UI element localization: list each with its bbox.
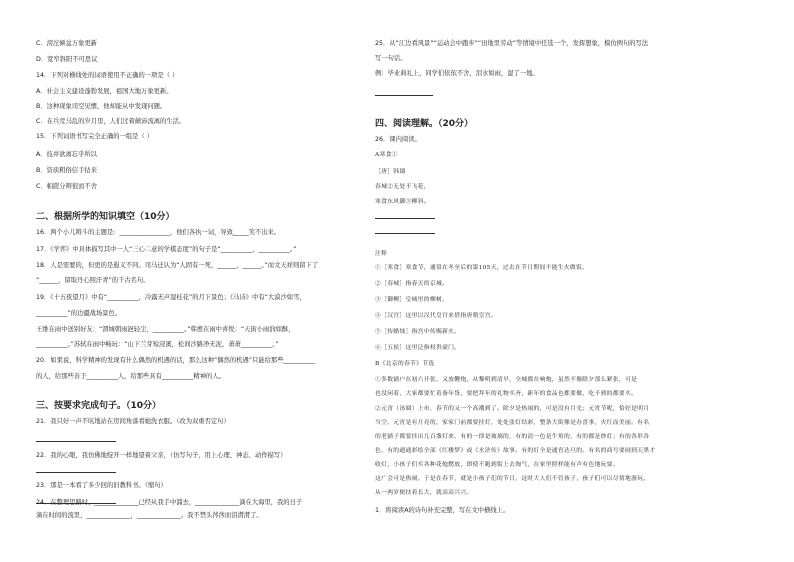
question-25-example: 例：毕业典礼上，同学们依依不舍，泪水如雨，湿了一地。	[375, 70, 539, 77]
q14-option-a: A．社会主义建设蓬勃发展，祖国大地万象更新。	[36, 88, 173, 95]
note-3: ③［御柳］皇城里的柳树。	[375, 297, 449, 303]
section-2-heading: 二、根据所学的知识填空（10分）	[36, 212, 175, 222]
question-24-line-1: 24．在整理思路时，______________已经从我手中溜去，______________滴在大海里，我的日子	[36, 499, 303, 506]
passage-b-p3-line-1: 这广会可是热闹。于是在春节，就是小孩子们的节日，这时大人们不管孩子，孩子们可以尽情地游玩、	[375, 476, 650, 482]
question-19-line-3: 王维在雨中送别好友：“渭城朝雨浥轻尘，__________。”韩愈在雨中喜悦：“天街小雨润如酥，	[36, 326, 295, 333]
question-14: 14．下列对横线处的词语使用不正确的一项是（ ）	[36, 72, 179, 79]
question-20-line-2: 的人，给那些善于__________人，给那些具有__________精神的人。	[36, 373, 225, 380]
question-22: 22．我的心眼，我仿佛地绽开一样地望着父亲，（仿写句子，用上心理、神态、动作描写）	[36, 452, 287, 459]
question-24-line-2: 滴在时间的流里，______________，______________。我不禁头涔涔而泪潸潸了。	[36, 512, 263, 519]
poem-a-line-2: 寒食东风御③柳斜。	[375, 199, 430, 205]
question-21: 21．我只好一声不吭地站在房间角落看她洗衣服。（改为双重否定句）	[36, 418, 230, 425]
q15-option-a: A．技并欲离忘乎所以	[36, 151, 97, 158]
passage-b-p3-line-2: 从一两岁便扶着长大，就高高兴兴。	[375, 490, 473, 496]
question-23: 23．那是一本看了多少回的旧教科书。（缩句）	[36, 482, 167, 489]
question-25-line-2: 写一句话。	[375, 55, 407, 62]
section-4-heading: 四、阅读理解。（20分）	[375, 119, 474, 129]
note-6: ⑥［五侯］这里泛指权贵豪门。	[375, 345, 461, 351]
reading-question-1: 1．将阅读A的诗句补充完整，写在文中横线上。	[375, 507, 510, 514]
question-25-line-1: 25．从“江边看风景”“运动会中跑步”“田地里劳动”等情境中任选一个，发挥想象，模仿例句的写法	[375, 40, 649, 47]
note-1: ①［寒食］寒食节，通常在冬至后的第105天，过去在节日期间不能生火做饭。	[375, 265, 589, 271]
question-26: 26．课内阅读。	[375, 136, 421, 143]
passage-b-p2-line-1: ②元宵（汤圆）上市，春节的又一个高潮到了。除夕是热闹的，可是没有月光；元宵节呢，恰好是明月	[375, 406, 650, 412]
poem-a-author: ［唐］韩翃	[375, 169, 406, 175]
question-19-line-2: __________”的边疆战场景色。	[36, 310, 122, 317]
poem-a-title: A寒食①	[375, 152, 398, 158]
q21-answer-line[interactable]	[36, 441, 116, 442]
poem-blank-line-1[interactable]	[375, 218, 435, 219]
question-20-line-1: 20．如果说，科学精神的发现有什么偶然的机遇的话，那么这种“偶然的机遇”只能给那些__________	[36, 357, 316, 364]
question-19-line-1: 19．《十五夜望月》中有“__________，冷露无声湿桂花”的月下景色；《马诗》中有“大漠沙如雪，	[36, 294, 306, 301]
note-4: ④［汉宫］这里以汉代皇宫来借指唐朝皇宫。	[375, 313, 497, 319]
question-15: 15．下列词语书写完全正确的一组是（ ）	[36, 133, 154, 140]
note-2: ②［春城］指春天的京城。	[375, 281, 449, 287]
note-5: ⑤［传蜡烛］指宫中传赐新火。	[375, 329, 461, 335]
q22-answer-line[interactable]	[36, 472, 116, 473]
poem-a-line-1: 春城②无处不飞花，	[375, 184, 430, 190]
question-18-line-2: “______，留取丹心照汗青”的千古名句。	[36, 277, 150, 284]
q25-answer-line[interactable]	[375, 95, 433, 96]
option-c-previous: C．滂沱倾盆万象更新	[36, 40, 98, 47]
notes-title: 注释	[375, 251, 388, 257]
passage-b-p2-line-4: 色，有的通通彩绘全部《红楼梦》或《水浒传》故事。有的灯全是通宵达旦的。有名的商号要闹到天黑才	[375, 448, 656, 454]
question-16: 16．两个小儿辩斗的主题是：________________，他们各执一词，导致_____笑不出来。	[36, 229, 281, 236]
passage-b-p2-line-2: 当空。元宵是有月亮的，家家门前都要挂灯，处处张灯结彩，整条大街像是办喜事，火红而美丽。有名	[375, 420, 650, 426]
passage-b-p1-line-2: 也没闲着，大家都要忙着备年货，要把拜年的礼物买齐，新年的食品也都要做，吃不到的都要买。	[375, 391, 638, 397]
option-d-previous: D．宽窄斜阳不可思议	[36, 56, 98, 63]
q14-option-c: C．在兵荒马乱的岁月里，人们过着颠沛流离的生活。	[36, 118, 186, 125]
passage-b-p1-line-1: ①多数铺户在初六开张，又放鞭炮，从黎明到清早，全城都在响炮，虽然不像除夕那么紧张，可是	[375, 377, 638, 383]
question-19-line-4: __________。”苏轼在雨中畅玩：“山下兰芽短浸溪，松间沙路净无泥，萧萧__________。”	[36, 341, 279, 348]
poem-blank-line-2[interactable]	[375, 233, 435, 234]
passage-b-p2-line-3: 的老铺子都要挂出几百盏灯来，有的一律是玻璃的，有的清一色是牛角的，有的都是纱灯；有的各形各	[375, 434, 650, 440]
question-17: 17．《学弈》中具体描写其中一人“三心二意的学棋态度”的句子是“__________，__________。”	[36, 246, 297, 253]
section-3-heading: 三、按要求完成句子。（10分）	[36, 401, 162, 411]
passage-b-p2-line-5: 收灯，小孩子们买各种花炮燃放，即使不跑到街上去淘气，在家里照样能有声有色地玩耍。	[375, 462, 619, 468]
passage-b-title: B《北京的春节》节选	[375, 361, 435, 367]
q15-option-c: C．帕蹉分辩很而不舍	[36, 183, 98, 190]
question-18-line-1: 18．人是需要的，但更的是遐义不同。司马迁认为“人固有一死，______，______。”而文天祥则留下了	[36, 262, 319, 269]
q15-option-b: B．资质粗俗信手拈来	[36, 167, 97, 174]
q14-option-b: B．这种现象司空见惯，他却能从中发现问题。	[36, 103, 167, 110]
